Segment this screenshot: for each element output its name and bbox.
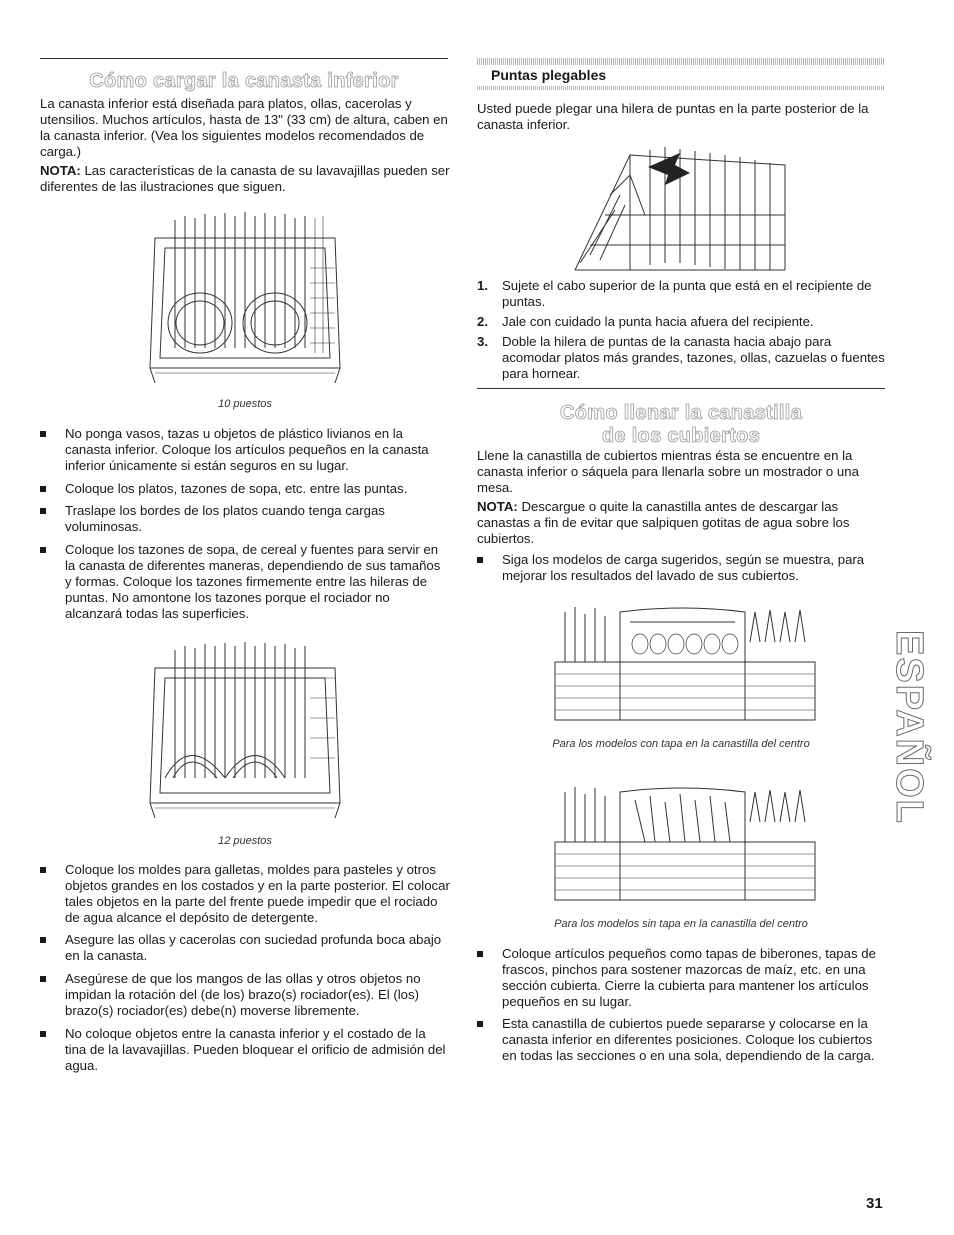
bullet-square-icon bbox=[40, 486, 46, 492]
bullet-no-glasses: No ponga vasos, tazas u objetos de plástico livianos en la canasta inferior. Coloque los artículos pequeños en la canasta inferior únicamente si están seguros en su lugar. bbox=[40, 426, 450, 474]
bullet-square-icon bbox=[40, 1031, 46, 1037]
section-title-silverware-line1: Cómo llenar la canastilla bbox=[559, 402, 803, 424]
silverware-basket-without-lid-illustration bbox=[550, 782, 820, 904]
bullet-handles: Asegúrese de que los mangos de las ollas y otros objetos no impidan la rotación del (de los) brazo(s) rociador(es). El (los) brazo(s) rociador(es) debe(n) moverse libremente. bbox=[40, 971, 450, 1019]
bullet-square-icon bbox=[40, 547, 46, 553]
bullet-separable-basket: Esta canastilla de cubiertos puede separarse y colocarse en la canasta inferior en diferentes posiciones. Coloque los cubiertos en todas las secciones o en una sola, dependiendo de la carga. bbox=[477, 1016, 887, 1080]
bullet-cookie-sheets: Coloque los moldes para galletas, moldes para pasteles y otros objetos grandes en los costados y en la parte posterior. El colocar tales objetos en la parte del frente puede impedir que el rociado de agua alcance el depósito de detergente. bbox=[40, 862, 450, 926]
bullet-square-icon bbox=[477, 557, 483, 563]
top-rule-left bbox=[40, 58, 448, 59]
bullet-small-items: Coloque artículos pequeños como tapas de biberones, tapas de frascos, pinchos para sostener mazorcas de maíz, etc. en una sección cubierta. Cierre la cubierta para mantener los artículos pequeños en su lugar. bbox=[477, 946, 887, 1010]
bullet-water-inlet: No coloque objetos entre la canasta inferior y el costado de la tina de la lavavajillas. Pueden bloquear el orificio de admisión del agua. bbox=[40, 1026, 450, 1074]
caption-12-place: 12 puestos bbox=[218, 835, 272, 847]
folding-tines-illustration bbox=[570, 135, 790, 275]
rack-12-place-illustration bbox=[145, 638, 345, 823]
silverware-intro: Llene la canastilla de cubiertos mientras ésta se encuentre en la canasta inferior o sáquela para llenarla sobre un mostrador o una mesa. bbox=[477, 448, 859, 495]
bullet-square-icon bbox=[40, 976, 46, 982]
caption-with-lid: Para los modelos con tapa en la canastilla del centro bbox=[552, 738, 810, 750]
bullet-square-icon bbox=[477, 1021, 483, 1027]
lower-rack-note: NOTA: Las características de la canasta de su lavavajillas pueden ser diferentes de las ilustraciones que siguen. bbox=[40, 163, 450, 194]
bullet-square-icon bbox=[40, 508, 46, 514]
bullet-bowls: Coloque los tazones de sopa, de cereal y fuentes para servir en la canasta de diferentes maneras, dependiendo de sus tamaños y formas. Coloque los tazones firmemente entre las hileras de puntas. No amontone los tazones porque el rociador no alcanzará todas las superficies. bbox=[40, 542, 450, 622]
rack-10-place-illustration bbox=[145, 208, 345, 388]
language-side-tab: ESPAÑOL bbox=[888, 630, 930, 825]
bullet-square-icon bbox=[477, 951, 483, 957]
bullet-pots-upside-down: Asegure las ollas y cacerolas con suciedad profunda boca abajo en la canasta. bbox=[40, 932, 450, 964]
lower-rack-intro: La canasta inferior está diseñada para platos, ollas, cacerolas y utensilios. Muchos artículos, hasta de 13" (33 cm) de altura, caben en la canasta inferior. (Vea los siguientes modelos recomendados de carga.) bbox=[40, 96, 448, 159]
bullet-square-icon bbox=[40, 431, 46, 437]
caption-without-lid: Para los modelos sin tapa en la canastilla del centro bbox=[554, 918, 808, 930]
step-2: 2. Jale con cuidado la punta hacia afuera del recipiente. bbox=[477, 314, 814, 329]
section-title-lower-rack: Cómo cargar la canasta inferior bbox=[89, 70, 399, 92]
page-number: 31 bbox=[866, 1195, 883, 1212]
bullet-square-icon bbox=[40, 937, 46, 943]
rule-right-mid bbox=[477, 388, 885, 389]
step-1: 1. Sujete el cabo superior de la punta que está en el recipiente de puntas. bbox=[477, 278, 872, 309]
silverware-note: NOTA: Descargue o quite la canastilla antes de descargar las canastas a fin de evitar que salpiquen gotitas de agua sobre los cubiertos. bbox=[477, 499, 850, 546]
bullet-overlap-plates: Traslape los bordes de los platos cuando tenga cargas voluminosas. bbox=[40, 503, 450, 535]
section-title-silverware-line2: de los cubiertos bbox=[601, 425, 761, 447]
step-3: 3. Doble la hilera de puntas de la canasta hacia abajo para acomodar platos más grandes, tazones, ollas, cazuelas o fuentes para hornear. bbox=[477, 334, 885, 381]
silverware-basket-with-lid-illustration bbox=[550, 602, 820, 724]
bullet-plates-between-tines: Coloque los platos, tazones de sopa, etc. entre las puntas. bbox=[40, 481, 450, 497]
bullet-square-icon bbox=[40, 867, 46, 873]
hatch-rule-under-subhead bbox=[477, 86, 885, 90]
subhead-folding-tines: Puntas plegables bbox=[491, 67, 607, 83]
hatch-rule-top bbox=[477, 58, 885, 65]
caption-10-place: 10 puestos bbox=[218, 398, 272, 410]
folding-tines-intro: Usted puede plegar una hilera de puntas en la parte posterior de la canasta inferior. bbox=[477, 101, 869, 132]
bullet-suggested-patterns: Siga los modelos de carga sugeridos, según se muestra, para mejorar los resultados del lavado de sus cubiertos. bbox=[477, 552, 887, 584]
